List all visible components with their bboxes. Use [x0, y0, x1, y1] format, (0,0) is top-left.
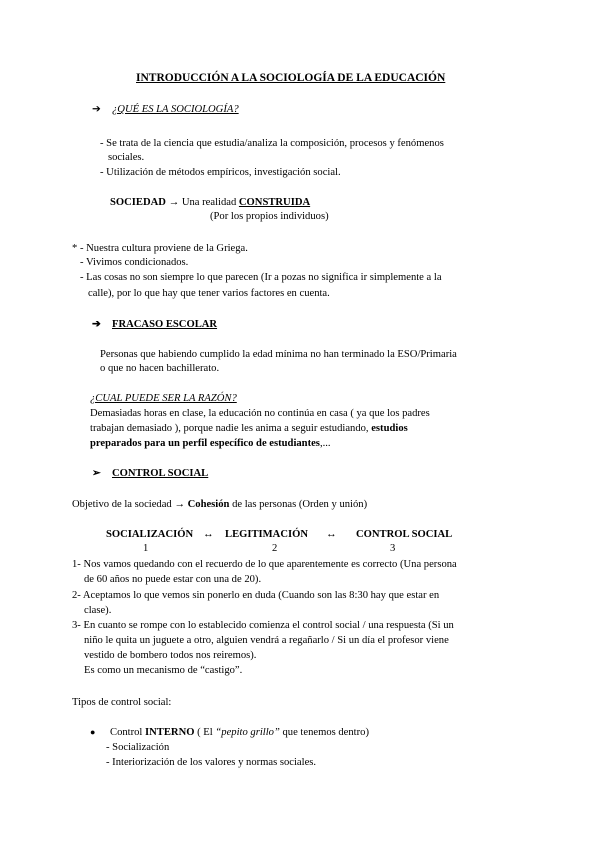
section-control-social [92, 467, 208, 480]
list-item: 3- En cuanto se rompe con lo establecido comienza el control social / una respuesta (Si un [72, 620, 454, 631]
definition-line: - Se trata de la ciencia que estudia/analiza la composición, procesos y fenómenos [100, 138, 444, 149]
triad-number: 3 [390, 543, 396, 554]
reason-question: ¿CUAL PUEDE SER LA RAZÓN? [90, 393, 237, 404]
bullet-icon: ● [90, 727, 96, 737]
construida-term: CONSTRUIDA [238, 197, 311, 208]
arrow-right-icon: → [168, 197, 180, 208]
reason-emphasis: preparados para un perfil específico de estudiantes [90, 438, 320, 449]
control-text: Control [110, 727, 146, 738]
definition-line: - Utilización de métodos empíricos, investigación social. [100, 167, 341, 178]
reason-line [90, 422, 408, 435]
sociedad-text: Una realidad [179, 197, 239, 208]
sociedad-note: (Por los propios individuos) [210, 211, 329, 222]
cohesion-term: Cohesión [187, 499, 230, 510]
section-heading: FRACASO ESCOLAR [112, 319, 218, 330]
pepito-grillo-term: “pepito grillo” [215, 727, 280, 738]
sub-item: - Interiorización de los valores y normas sociales. [106, 757, 317, 768]
interno-term: INTERNO [145, 727, 195, 738]
triad-control-social: CONTROL SOCIAL [356, 529, 453, 540]
triad-number: 1 [143, 543, 149, 554]
reason-emphasis: estudios [371, 423, 408, 434]
triad-socializacion: SOCIALIZACIÓN [106, 529, 194, 540]
list-item: niño le quita un juguete a otro, alguien vendrá a regañarlo / Si un día el profesor viene [84, 635, 449, 646]
arrow-right-icon: → [174, 499, 185, 510]
section-heading: ¿QUÉ ES LA SOCIOLOGÍA? [112, 104, 239, 115]
tipos-heading: Tipos de control social: [72, 697, 172, 708]
fracaso-definition: o que no hacen bachillerato. [100, 363, 220, 374]
sociedad-line [110, 196, 310, 209]
note-line: - Vivimos condicionados. [80, 257, 189, 268]
reason-line [90, 437, 331, 450]
control-text: ( El [194, 727, 216, 738]
list-item: vestido de bombero todos nos reiremos). [84, 650, 257, 661]
section-what-is-sociology [92, 103, 239, 116]
note-line: calle), por lo que hay que tener varios factores en cuenta. [88, 288, 330, 299]
definition-line: sociales. [108, 152, 145, 163]
reason-text: ,... [319, 438, 331, 449]
list-item: 2- Aceptamos lo que vemos sin ponerlo en duda (Cuando son las 8:30 hay que estar en [72, 590, 440, 601]
triad-number: 2 [272, 543, 278, 554]
section-heading: CONTROL SOCIAL [112, 468, 209, 479]
list-item: 1- Nos vamos quedando con el recuerdo de lo que aparentemente es correcto (Una persona [72, 559, 457, 570]
arrowhead-right-icon: ➢ [92, 468, 101, 479]
list-item: de 60 años no puede estar con una de 20). [84, 574, 262, 585]
reason-line: Demasiadas horas en clase, la educación no continúa en casa ( ya que los padres [90, 408, 430, 419]
document-title: INTRODUCCIÓN A LA SOCIOLOGÍA DE LA EDUCACIÓN [136, 72, 446, 84]
control-text: que tenemos dentro) [279, 727, 369, 738]
list-item: Es como un mecanismo de “castigo”. [84, 665, 243, 676]
fracaso-definition: Personas que habiendo cumplido la edad mínima no han terminado la ESO/Primaria [100, 349, 457, 360]
note-line: * - Nuestra cultura proviene de la Griega. [72, 243, 248, 254]
objetivo-text: Objetivo de la sociedad [72, 499, 175, 510]
section-fracaso-escolar [92, 318, 217, 331]
double-arrow-icon: ↔ [326, 529, 337, 540]
control-interno-line [90, 726, 369, 739]
arrow-right-icon: ➔ [92, 319, 101, 330]
list-item: clase). [84, 605, 112, 616]
arrow-right-icon: ➔ [92, 104, 101, 115]
objetivo-line [72, 498, 367, 511]
double-arrow-icon: ↔ [203, 529, 214, 540]
sub-item: - Socialización [106, 742, 170, 753]
sociedad-term: SOCIEDAD [110, 197, 166, 208]
reason-text: trabajan demasiado ), porque nadie les anima a seguir estudiando, [90, 423, 372, 434]
objetivo-text: de las personas (Orden y unión) [229, 499, 368, 510]
note-line: - Las cosas no son siempre lo que parecen (Ir a pozas no significa ir simplemente a la [80, 272, 442, 283]
triad-legitimacion: LEGITIMACIÓN [225, 529, 308, 540]
